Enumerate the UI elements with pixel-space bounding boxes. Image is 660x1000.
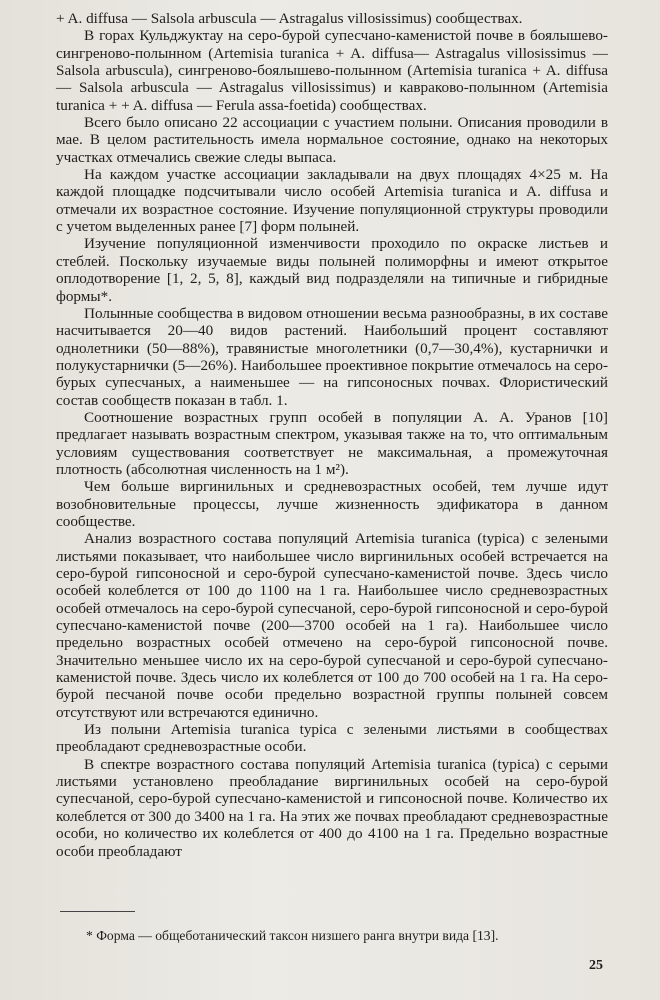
paragraph-6: Полынные сообщества в видовом отношении весьма разнообразны, в их составе насчитывается 20—40 видов растений. Наибольший процент составляют однолетники (50—88%), травянистые многолетники (0,7—30,4%), кустарнички и полукустарнички (5—26%). Наибольшее проективное покрытие отмечалось на серо-бурых супесчаных, а наименьшее — на гипсоносных почвах. Флористический состав сообществ показан в табл. 1. xyxy=(56,304,608,409)
footnote: * Форма — общеботанический таксон низшего ранга внутри вида [13]. xyxy=(86,928,499,943)
paragraph-1: + A. diffusa — Salsola arbuscula — Astragalus villosissimus) сообществах. xyxy=(56,10,523,27)
footnote-divider xyxy=(60,911,135,912)
paragraph-10: Из полыни Artemisia turanica typica с зелеными листьями в сообществах преобладают средневозрастные особи. xyxy=(56,721,608,756)
page-number: 25 xyxy=(589,958,603,973)
paragraph-5: Изучение популяционной изменчивости проходило по окраске листьев и стеблей. Поскольку изучаемые виды полыней полиморфны и имеют открытое оплодотворение [1, 2, 5, 8], каждый вид подразделяли на типичные и гибридные формы*. xyxy=(56,235,608,305)
paragraph-7: Соотношение возрастных групп особей в популяции А. А. Уранов [10] предлагает называть возрастным спектром, указывая также на то, что оптимальным условиям существования соответствует не максимальная, а промежуточная плотность (абсолютная численность на 1 м²). xyxy=(56,408,608,478)
paragraph-3: Всего было описано 22 ассоциации с участием полыни. Описания проводили в мае. В целом растительность имела нормальное состояние, однако на некоторых участках отмечались свежие следы выпаса. xyxy=(56,114,608,166)
paragraph-8: Чем больше виргинильных и средневозрастных особей, тем лучше идут возобновительные процессы, лучше жизненность эдификатора в данном сообществе. xyxy=(56,478,608,530)
paragraph-9: Анализ возрастного состава популяций Artemisia turanica (typica) с зелеными листьями показывает, что наибольшее число виргинильных особей встречается на серо-бурой гипсоносной и серо-бурой супесчано-каменистой почве. Здесь число особей колеблется от 100 до 1100 на 1 га. Наибольшее число средневозрастных особей отмечалось на серо-бурой супесчаной, серо-бурой гипсоносной и серо-бурой супесчано-каменистой почве (200—3700 особей на 1 га). Наибольшее число предельно возрастных особей отмечено на серо-бурой гипсоносной почве. Значительно меньшее число их на серо-бурой супесчаной и серо-бурой супесчано-каменистой почве. Здесь число их колеблется от 100 до 700 особей на 1 га. На серо-бурой песчаной почве особи предельно возрастной группы полыней совсем отсутствуют или встречаются единично. xyxy=(56,530,608,721)
paragraph-11: В спектре возрастного состава популяций Artemisia turanica (typica) с серыми листьями установлено преобладание виргинильных особей на серо-бурой супесчаной, серо-бурой супесчано-каменистой и гипсоносной почве. Количество их колеблется от 300 до 3400 на 1 га. На этих же почвах преобладают средневозрастные особи, но количество их колеблется от 400 до 4100 на 1 га. Предельно возрастные особи преобладают xyxy=(56,755,608,860)
paragraph-2: В горах Кульджуктау на серо-бурой супесчано-каменистой почве в боялышево-сингреново-полынном (Artemisia turanica + A. diffusa— Astragalus villosissimus — Salsola arbuscula), сингреново-боялышево-полынном (Artemisia turanica + A. diffusa — Salsola arbuscula — Astragalus villosissimus) и кавраково-полынном (Artemisia turanica + + A. diffusa — Ferula assa-foetida) сообществах. xyxy=(56,27,608,114)
paragraph-4: На каждом участке ассоциации закладывали на двух площадях 4×25 м. На каждой площадке подсчитывали число особей Artemisia turanica и A. diffusa и отмечали их возрастное состояние. Изучение популяционной структуры проводили с учетом выделенных ранее [7] форм полыней. xyxy=(56,166,608,236)
body-text xyxy=(56,10,608,860)
